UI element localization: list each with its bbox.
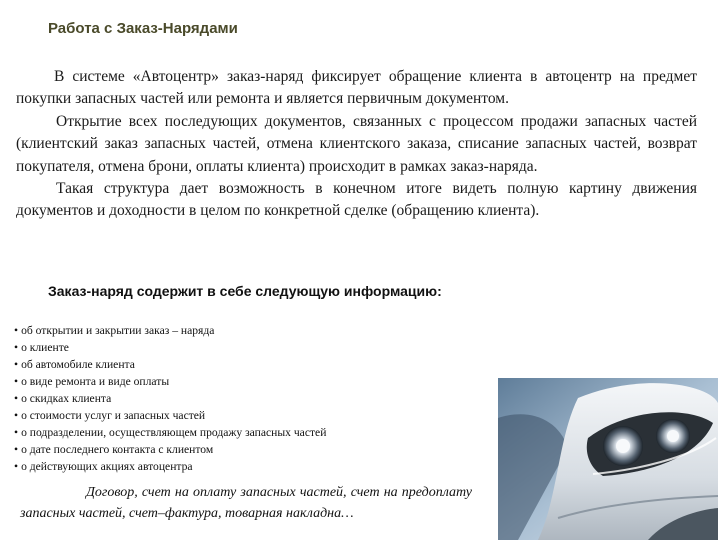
list-item: • о подразделении, осуществляющем продажу запасных частей — [14, 424, 484, 441]
paragraph-intro: В системе «Автоцентр» заказ-наряд фиксирует обращение клиента в автоцентр на предмет покупки запасных частей или ремонта и является первичным документом. — [16, 68, 697, 108]
paragraph-structure: Такая структура дает возможность в конечном итоге видеть полную картину движения документов и доходности в целом по конкретной сделке (обращению клиента). — [16, 180, 697, 220]
list-item: • о клиенте — [14, 339, 484, 356]
info-list — [14, 322, 484, 475]
list-item: • об автомобиле клиента — [14, 356, 484, 373]
paragraph-documents: Открытие всех последующих документов, связанных с процессом продажи запасных частей (клиентский заказ запасных частей, отмена клиентского заказа, списание запасных частей, возврат покупателя, отмена брони, оплаты клиента) происходит в рамках заказ-наряда. — [16, 112, 697, 175]
body-text — [16, 66, 697, 223]
list-item: • о стоимости услуг и запасных частей — [14, 407, 484, 424]
list-item: • о дате последнего контакта с клиентом — [14, 441, 484, 458]
list-item: • о скидках клиента — [14, 390, 484, 407]
slide-title: Работа с Заказ-Нарядами — [48, 20, 238, 37]
list-item: • о виде ремонта и виде оплаты — [14, 373, 484, 390]
list-item: • об открытии и закрытии заказ – наряда — [14, 322, 484, 339]
info-heading: Заказ-наряд содержит в себе следующую информацию: — [48, 283, 442, 299]
car-headlight-photo — [498, 378, 718, 540]
footer-note: Договор, счет на оплату запасных частей, счет на предоплату запасных частей, счет–фактура, товарная накладна… — [20, 485, 472, 521]
list-item: • о действующих акциях автоцентра — [14, 458, 484, 475]
